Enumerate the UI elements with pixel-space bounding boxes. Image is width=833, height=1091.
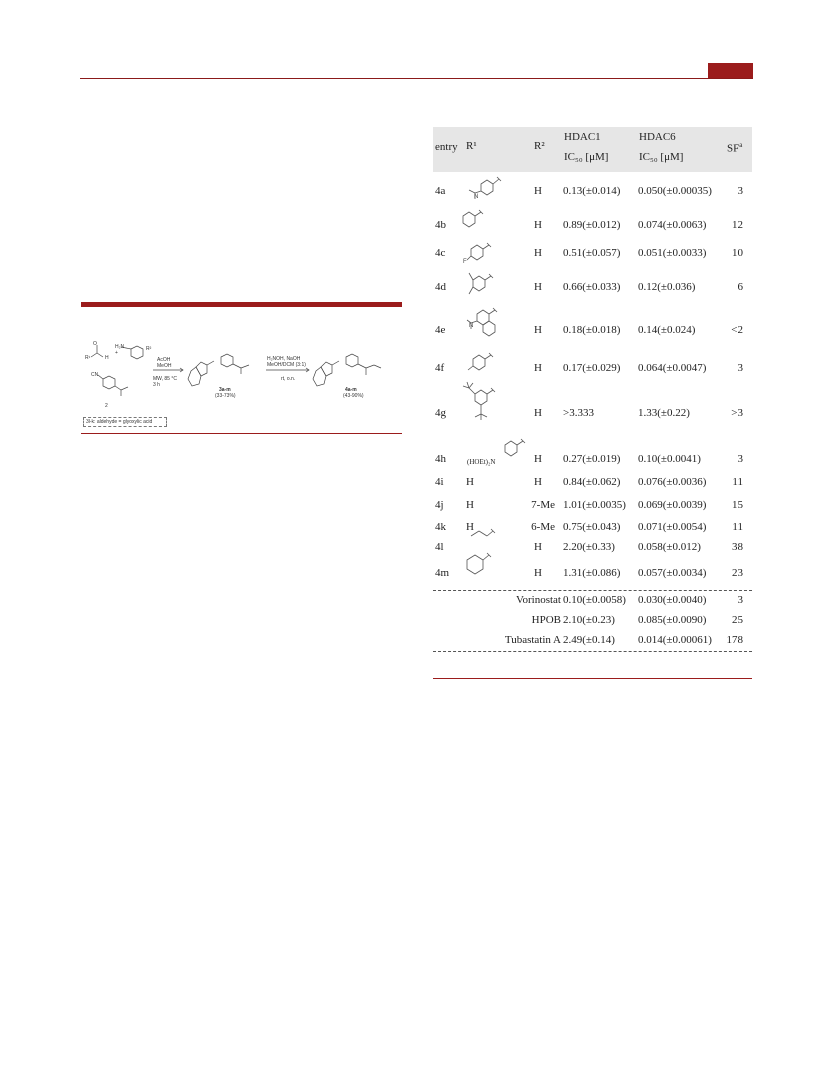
cell-r2: H	[534, 185, 542, 197]
cell-hdac6: 0.12(±0.036)	[638, 281, 696, 293]
page-number-tab	[708, 63, 753, 78]
header-r2: R²	[534, 140, 545, 152]
cell-reference-name: HPOB	[531, 614, 561, 626]
cell-entry: 4g	[435, 407, 446, 419]
r1-4e-n-label: N	[469, 323, 474, 329]
cell-reference-name: Tubastatin A	[504, 634, 561, 646]
r1-4c-f-label: F	[463, 259, 467, 265]
header-hdac6-unit: IC₅₀ [μM]	[639, 151, 684, 163]
cell-sf: 12	[732, 219, 743, 231]
cell-sf: 6	[737, 281, 743, 293]
cell-r2: H	[534, 407, 542, 419]
cell-sf: 11	[732, 476, 743, 488]
cell-hdac1: 0.51(±0.057)	[563, 247, 621, 259]
cell-hdac1: 0.27(±0.019)	[563, 453, 621, 465]
scheme-product-3: 3a-m	[219, 387, 231, 393]
cell-entry: 4k	[435, 521, 446, 533]
scheme-reagent-1a: AcOH	[157, 357, 171, 363]
cell-r2: 6-Me	[531, 521, 555, 533]
cell-sf: 3	[737, 594, 743, 606]
cell-sf: 178	[726, 634, 743, 646]
cell-r2: H	[534, 281, 542, 293]
cell-hdac1: 2.49(±0.14)	[563, 634, 615, 646]
header-entry: entry	[435, 141, 458, 153]
cell-hdac6: 0.050(±0.00035)	[638, 185, 712, 197]
scheme-reagent-1b: MeOH	[157, 363, 172, 369]
scheme-cn-label: CN	[91, 372, 99, 378]
cell-r2: H	[534, 219, 542, 231]
cell-entry: 4d	[435, 281, 446, 293]
r1-structures	[457, 170, 537, 585]
cell-sf: 25	[732, 614, 743, 626]
cell-sf: 23	[732, 567, 743, 579]
header-r1: R¹	[466, 140, 477, 152]
cell-r2: 7-Me	[531, 499, 555, 511]
cell-hdac6: 0.064(±0.0047)	[638, 362, 707, 374]
cell-r2: H	[534, 247, 542, 259]
table-bottom-rule	[433, 678, 752, 679]
cell-hdac6: 0.058(±0.012)	[638, 541, 701, 553]
cell-hdac6: 0.014(±0.00061)	[638, 634, 712, 646]
cell-hdac1: 0.13(±0.014)	[563, 185, 621, 197]
cell-sf: 3	[737, 185, 743, 197]
cell-sf: 3	[737, 362, 743, 374]
header-hdac1-unit: IC₅₀ [μM]	[564, 151, 609, 163]
cell-entry: 4m	[435, 567, 450, 579]
cell-r2: H	[534, 541, 542, 553]
cell-r2: H	[534, 567, 542, 579]
reference-divider	[433, 590, 752, 591]
cell-hdac6: 0.10(±0.0041)	[638, 453, 701, 465]
cell-r2: H	[534, 362, 542, 374]
cell-hdac1: 1.01(±0.0035)	[563, 499, 626, 511]
cell-hdac1: 1.31(±0.086)	[563, 567, 621, 579]
header-sf	[727, 141, 742, 155]
cell-hdac6: 0.071(±0.0054)	[638, 521, 707, 533]
cell-hdac1: 0.18(±0.018)	[563, 324, 621, 336]
cell-sf: 3	[737, 453, 743, 465]
cell-entry: 4j	[435, 499, 444, 511]
cell-hdac6: 0.076(±0.0036)	[638, 476, 707, 488]
scheme-h-label: H	[105, 355, 109, 361]
scheme-reagent-2b: MeOH/DCM (3:1)	[267, 362, 306, 368]
header-rule	[80, 78, 753, 79]
scheme-compound-2: 2	[105, 403, 108, 409]
scheme-top-rule	[81, 302, 402, 307]
scheme-structures	[81, 335, 402, 430]
header-hdac6: HDAC6	[639, 131, 676, 143]
cell-hdac6: 1.33(±0.22)	[638, 407, 690, 419]
scheme-r1-label: R¹	[85, 355, 91, 361]
cell-hdac1: 2.10(±0.23)	[563, 614, 615, 626]
header-sf-footnote: a	[739, 141, 743, 149]
cell-sf: <2	[731, 324, 743, 336]
scheme-o-label: O	[93, 341, 97, 347]
cell-hdac6: 0.14(±0.024)	[638, 324, 696, 336]
cell-hdac6: 0.069(±0.0039)	[638, 499, 707, 511]
cell-hdac6: 0.074(±0.0063)	[638, 219, 707, 231]
cell-entry: 4f	[435, 362, 445, 374]
scheme-reagent-2a: H₂NOH, NaOH	[267, 356, 301, 362]
cell-hdac6: 0.051(±0.0033)	[638, 247, 707, 259]
scheme-yield-4: (43-90%)	[343, 393, 364, 399]
cell-hdac6: 0.057(±0.0034)	[638, 567, 707, 579]
table-end-divider	[433, 651, 752, 652]
cell-r2: H	[534, 476, 542, 488]
cell-r1: (HOEt)₂N	[467, 458, 496, 466]
header-sf-label: SF	[727, 142, 740, 155]
header-hdac1: HDAC1	[564, 131, 601, 143]
cell-r2: H	[534, 453, 542, 465]
scheme-condition-1a: MW, 85 °C	[153, 376, 177, 382]
cell-hdac1: 2.20(±0.33)	[563, 541, 615, 553]
cell-entry: 4l	[435, 541, 444, 553]
scheme-r2-label: R²	[146, 346, 152, 352]
cell-entry: 4i	[435, 476, 444, 488]
scheme-yield-3: (33-73%)	[215, 393, 236, 399]
cell-entry: 4b	[435, 219, 446, 231]
cell-hdac1: 0.10(±0.0058)	[563, 594, 626, 606]
cell-entry: 4h	[435, 453, 446, 465]
cell-hdac1: 0.17(±0.029)	[563, 362, 621, 374]
scheme-condition-1b: 3 h	[153, 382, 160, 388]
cell-hdac1: 0.75(±0.043)	[563, 521, 621, 533]
scheme-plus: +	[115, 350, 118, 356]
cell-hdac1: 0.84(±0.062)	[563, 476, 621, 488]
cell-sf: 10	[732, 247, 743, 259]
cell-r2: H	[534, 324, 542, 336]
cell-sf: 38	[732, 541, 743, 553]
reaction-scheme	[81, 335, 402, 430]
cell-hdac1: 0.89(±0.012)	[563, 219, 621, 231]
cell-hdac6: 0.030(±0.0040)	[638, 594, 707, 606]
scheme-condition-2: rt, o.n.	[281, 376, 296, 382]
cell-sf: >3	[731, 407, 743, 419]
cell-hdac6: 0.085(±0.0090)	[638, 614, 707, 626]
cell-sf: 11	[732, 521, 743, 533]
cell-entry: 4a	[435, 185, 446, 197]
scheme-product-4: 4a-m	[345, 387, 357, 393]
r1-4a-n-label: N	[474, 194, 479, 200]
scheme-note: 3l-k: aldehyde = glyoxylic acid	[83, 417, 167, 427]
cell-entry: 4e	[435, 324, 446, 336]
cell-r1: H	[466, 499, 474, 511]
cell-hdac1: >3.333	[563, 407, 594, 419]
cell-r1: H	[466, 521, 474, 533]
scheme-bottom-rule	[81, 433, 402, 434]
cell-hdac1: 0.66(±0.033)	[563, 281, 621, 293]
cell-entry: 4c	[435, 247, 446, 259]
cell-sf: 15	[732, 499, 743, 511]
cell-r1: H	[466, 476, 474, 488]
cell-reference-name: Vorinostat	[515, 594, 561, 606]
scheme-h2n-label: H₂N	[115, 344, 125, 350]
